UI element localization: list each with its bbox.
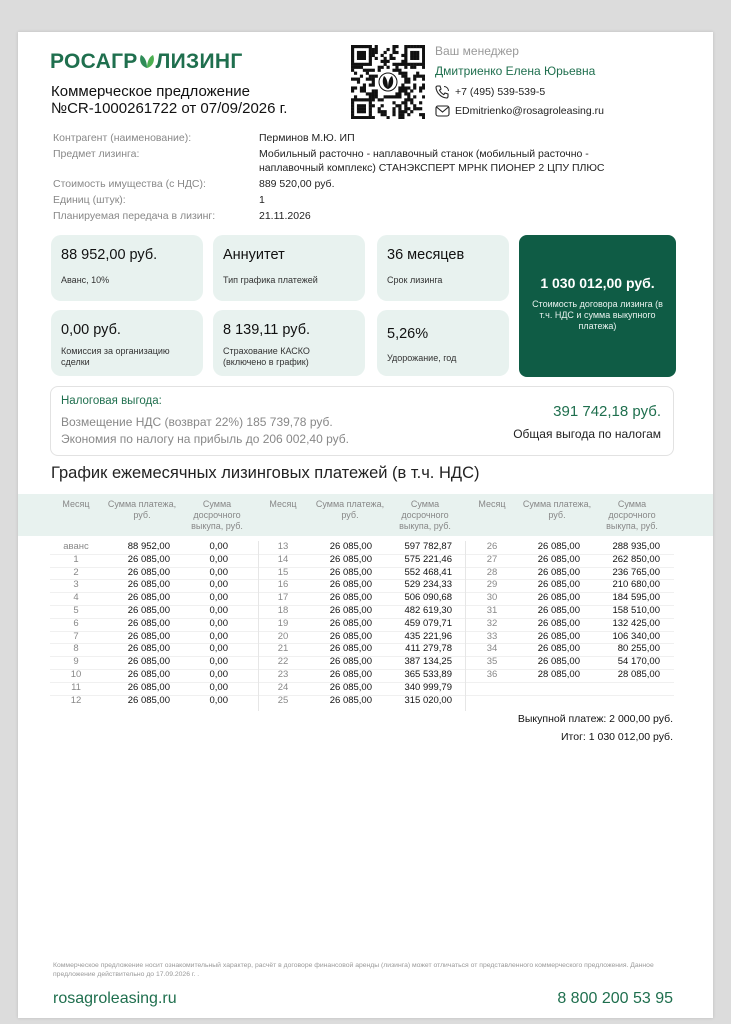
header-early-buyout: Сумма досрочного выкупа, руб.: [399, 499, 451, 531]
table-cell: 26 085,00: [537, 541, 580, 552]
table-cell: 21: [277, 643, 289, 655]
table-cell: 26 085,00: [537, 579, 580, 591]
table-cell: 24: [277, 681, 289, 693]
contract-total-value: 1 030 012,00 руб.: [540, 275, 655, 291]
table-cell: 29: [486, 579, 498, 591]
table-cell: 26 085,00: [537, 630, 580, 642]
card-value: 8 139,11 руб.: [223, 322, 311, 338]
table-cell: 12: [70, 694, 82, 706]
card-contract-total: [519, 235, 676, 377]
table-cell: 387 134,25: [404, 656, 452, 668]
table-cell: 4: [73, 592, 79, 604]
table-cell: 26 085,00: [329, 579, 372, 591]
tax-total-label: Общая выгода по налогам: [513, 427, 661, 441]
table-cell: 26 085,00: [329, 694, 372, 706]
vat-refund-text: Возмещение НДС (возврат 22%) 185 739,78 руб.: [61, 415, 333, 429]
table-cell: 26 085,00: [329, 541, 372, 552]
table-cell: 0,00: [209, 668, 228, 680]
table-cell: 26 085,00: [329, 604, 372, 616]
qr-code[interactable]: [351, 45, 425, 119]
hotline-phone[interactable]: 8 800 200 53 95: [557, 990, 673, 1007]
table-cell: 26 085,00: [127, 566, 170, 578]
card-value: 5,26%: [387, 326, 429, 342]
table-cell: 26 085,00: [329, 630, 372, 642]
detail-row-subject: [53, 147, 649, 175]
table-cell: 0,00: [209, 643, 228, 655]
table-cell: 597 782,87: [404, 541, 452, 552]
table-cell: 106 340,00: [612, 630, 660, 642]
manager-email-text: EDmitrienko@rosagroleasing.ru: [455, 105, 604, 117]
detail-value: 889 520,00 руб.: [259, 178, 335, 190]
table-cell: 6: [73, 617, 79, 629]
table-cell: 184 595,00: [612, 592, 660, 604]
table-cell: 26 085,00: [127, 681, 170, 693]
table-cell: 26 085,00: [537, 553, 580, 565]
offer-number: №CR-1000261722 от 07/09/2026 г.: [51, 100, 288, 117]
detail-value: 1: [259, 194, 265, 206]
table-cell: 26 085,00: [329, 668, 372, 680]
table-cell: 36: [486, 668, 498, 680]
offer-document: [18, 32, 713, 1018]
table-cell: 411 279,78: [405, 643, 452, 655]
company-logo: РОСАГР ЛИЗИНГ: [50, 50, 243, 73]
table-cell: 26 085,00: [537, 656, 580, 668]
header-early-buyout: Сумма досрочного выкупа, руб.: [191, 499, 243, 531]
offer-title: [51, 83, 287, 117]
contract-total-label: Стоимость договора лизинга (в т.ч. НДС и сумма выкупного платежа): [532, 299, 663, 331]
table-cell: 3: [73, 579, 79, 591]
col-early-2: [386, 541, 452, 707]
table-cell: 0,00: [209, 694, 228, 706]
table-cell: 26: [486, 541, 498, 552]
table-cell: 20: [277, 630, 289, 642]
disclaimer: Коммерческое предложение носит ознакомительный характер, расчёт в договоре финансовой аренды (лизинга) может отличаться от представленного коммерческого предложения. Данное предложение действительно до 17.09.2026 г. .: [53, 962, 654, 978]
table-cell: 26 085,00: [329, 681, 372, 693]
table-cell: 26 085,00: [127, 643, 170, 655]
table-cell: 7: [73, 630, 79, 642]
table-cell: 11: [71, 681, 81, 693]
table-cell: 26 085,00: [127, 617, 170, 629]
table-cell: 27: [486, 553, 498, 565]
table-cell: 26 085,00: [127, 592, 170, 604]
offer-title-line1: Коммерческое предложение: [51, 83, 251, 100]
detail-label: Предмет лизинга:: [53, 148, 140, 160]
card-advance: [51, 235, 203, 301]
manager-name: Дмитриенко Елена Юрьевна: [435, 64, 596, 78]
col-month-1: [56, 541, 96, 707]
manager-phone[interactable]: [435, 85, 545, 99]
mail-icon: [435, 105, 450, 117]
header-month: Месяц: [62, 499, 90, 509]
table-cell: 25: [277, 694, 289, 706]
column-divider: [258, 541, 259, 711]
col-month-2: [263, 541, 303, 707]
header-payment: Сумма платежа, руб.: [107, 499, 177, 520]
table-cell: 88 952,00: [127, 541, 170, 552]
card-label: Комиссия за организацию сделки: [61, 346, 170, 367]
table-cell: 26 085,00: [329, 592, 372, 604]
table-cell: 210 680,00: [612, 579, 660, 591]
table-cell: 26 085,00: [127, 668, 170, 680]
table-cell: 26 085,00: [127, 604, 170, 616]
table-cell: 529 234,33: [404, 579, 452, 591]
table-cell: 34: [486, 643, 498, 655]
table-cell: 26 085,00: [537, 566, 580, 578]
table-cell: 30: [486, 592, 498, 604]
table-cell: 35: [486, 656, 498, 668]
detail-row-transfer-date: [53, 209, 649, 223]
table-cell: 26 085,00: [537, 604, 580, 616]
table-cell: 32: [486, 617, 498, 629]
table-cell: 16: [277, 579, 289, 591]
table-cell: 17: [277, 592, 289, 604]
card-value: 88 952,00 руб.: [61, 247, 158, 263]
card-commission: [51, 310, 203, 376]
table-cell: 0,00: [209, 566, 228, 578]
table-cell: 26 085,00: [537, 592, 580, 604]
table-cell: 0,00: [209, 617, 228, 629]
detail-row-cost: [53, 177, 649, 191]
table-cell: 26 085,00: [127, 630, 170, 642]
table-cell: 0,00: [209, 656, 228, 668]
table-cell: 26 085,00: [127, 694, 170, 706]
card-schedule-type: [213, 235, 365, 301]
table-cell: 1: [73, 553, 79, 565]
tax-benefit-panel: [50, 386, 674, 456]
table-cell: 0,00: [209, 541, 228, 552]
leaf-icon: [138, 51, 156, 67]
table-cell: 13: [277, 541, 289, 552]
table-cell: 0,00: [209, 681, 228, 693]
table-cell: 435 221,96: [404, 630, 452, 642]
table-cell: 575 221,46: [404, 553, 452, 565]
table-cell: 552 468,41: [404, 566, 452, 578]
table-cell: 2: [73, 566, 79, 578]
manager-caption: Ваш менеджер: [435, 44, 519, 58]
table-cell: 26 085,00: [127, 553, 170, 565]
col-payment-2: [306, 541, 372, 707]
table-cell: 26 085,00: [537, 617, 580, 629]
table-cell: 23: [277, 668, 289, 680]
profit-tax-text: Экономия по налогу на прибыль до 206 002,40 руб.: [61, 432, 349, 446]
header-month: Месяц: [269, 499, 297, 509]
card-term: [377, 235, 509, 301]
table-cell: 26 085,00: [537, 643, 580, 655]
table-cell: 54 170,00: [617, 656, 660, 668]
column-divider: [465, 541, 466, 711]
table-cell: 26 085,00: [329, 656, 372, 668]
detail-label: Стоимость имущества (с НДС):: [53, 178, 206, 190]
website-link[interactable]: rosagroleasing.ru: [53, 990, 177, 1007]
manager-phone-text: +7 (495) 539-539-5: [455, 86, 546, 98]
card-label: Удорожание, год: [387, 353, 457, 363]
col-payment-3: [514, 541, 580, 682]
table-cell: 26 085,00: [127, 656, 170, 668]
table-cell: 459 079,71: [404, 617, 452, 629]
card-label: Тип графика платежей: [223, 275, 318, 285]
card-appreciation: [377, 310, 509, 376]
tax-total-value: 391 742,18 руб.: [553, 403, 661, 420]
card-value: Аннуитет: [223, 247, 285, 263]
col-early-3: [594, 541, 660, 682]
detail-value: 21.11.2026: [259, 210, 311, 222]
col-month-3: [472, 541, 512, 682]
card-value: 0,00 руб.: [61, 322, 121, 338]
table-cell: 0,00: [209, 604, 228, 616]
table-cell: аванс: [63, 541, 89, 552]
schedule-total: Итог: 1 030 012,00 руб.: [561, 731, 673, 743]
table-cell: 14: [277, 553, 289, 565]
schedule-title: График ежемесячных лизинговых платежей (в т.ч. НДС): [51, 464, 480, 482]
manager-email[interactable]: [435, 105, 604, 117]
col-early-1: [188, 541, 228, 707]
table-cell: 288 935,00: [612, 541, 660, 552]
detail-value: Перминов М.Ю. ИП: [259, 132, 355, 144]
table-cell: 28 085,00: [617, 668, 660, 680]
card-label: Страхование КАСКО (включено в график): [223, 346, 310, 367]
detail-label: Единиц (штук):: [53, 194, 126, 206]
card-insurance: [213, 310, 365, 376]
table-cell: 15: [277, 566, 289, 578]
card-label: Аванс, 10%: [61, 275, 110, 285]
col-payment-1: [98, 541, 170, 707]
table-cell: 236 765,00: [612, 566, 660, 578]
detail-value: Мобильный расточно - наплавочный станок (мобильный расточно - наплавочный комплекс) СТАНЭКСПЕРТ МРНК ПИОНЕР 2 ЦПУ ПЛЮС: [259, 148, 605, 174]
table-cell: 33: [486, 630, 498, 642]
table-cell: 482 619,30: [404, 604, 452, 616]
qr-logo-icon: [379, 73, 397, 91]
table-cell: 340 999,79: [404, 681, 452, 693]
table-cell: 10: [70, 668, 82, 680]
table-cell: 0,00: [209, 630, 228, 642]
table-cell: 28 085,00: [537, 668, 580, 680]
table-cell: 26 085,00: [329, 617, 372, 629]
buyout-payment: Выкупной платеж: 2 000,00 руб.: [517, 713, 673, 725]
schedule-table-header: [18, 494, 713, 536]
table-cell: 0,00: [209, 592, 228, 604]
card-value: 36 месяцев: [387, 247, 465, 263]
detail-label: Планируемая передача в лизинг:: [53, 210, 216, 222]
table-cell: 28: [486, 566, 498, 578]
table-cell: 26 085,00: [329, 566, 372, 578]
table-cell: 80 255,00: [617, 643, 660, 655]
table-cell: 19: [277, 617, 289, 629]
header-payment: Сумма платежа, руб.: [315, 499, 385, 520]
table-cell: 0,00: [209, 553, 228, 565]
table-cell: 365 533,89: [404, 668, 452, 680]
table-cell: 18: [277, 604, 289, 616]
table-cell: 315 020,00: [404, 694, 452, 706]
table-cell: 5: [73, 604, 79, 616]
lease-details: [53, 131, 649, 225]
table-cell: 8: [73, 643, 79, 655]
table-cell: 9: [73, 656, 79, 668]
table-cell: 26 085,00: [127, 579, 170, 591]
table-cell: 158 510,00: [612, 604, 660, 616]
header-early-buyout: Сумма досрочного выкупа, руб.: [606, 499, 658, 531]
table-cell: 31: [486, 604, 498, 616]
detail-row-counterparty: [53, 131, 649, 145]
table-cell: 0,00: [209, 579, 228, 591]
header-month: Месяц: [478, 499, 506, 509]
card-label: Срок лизинга: [387, 275, 443, 285]
table-cell: 132 425,00: [612, 617, 660, 629]
detail-label: Контрагент (наименование):: [53, 132, 192, 144]
table-cell: 22: [277, 656, 289, 668]
tax-title: Налоговая выгода:: [61, 395, 162, 407]
phone-icon: [435, 85, 450, 99]
table-cell: 26 085,00: [329, 643, 372, 655]
detail-row-units: [53, 193, 649, 207]
table-cell: 26 085,00: [329, 553, 372, 565]
table-cell: 506 090,68: [404, 592, 452, 604]
table-cell: 262 850,00: [612, 553, 660, 565]
header-payment: Сумма платежа, руб.: [522, 499, 592, 520]
